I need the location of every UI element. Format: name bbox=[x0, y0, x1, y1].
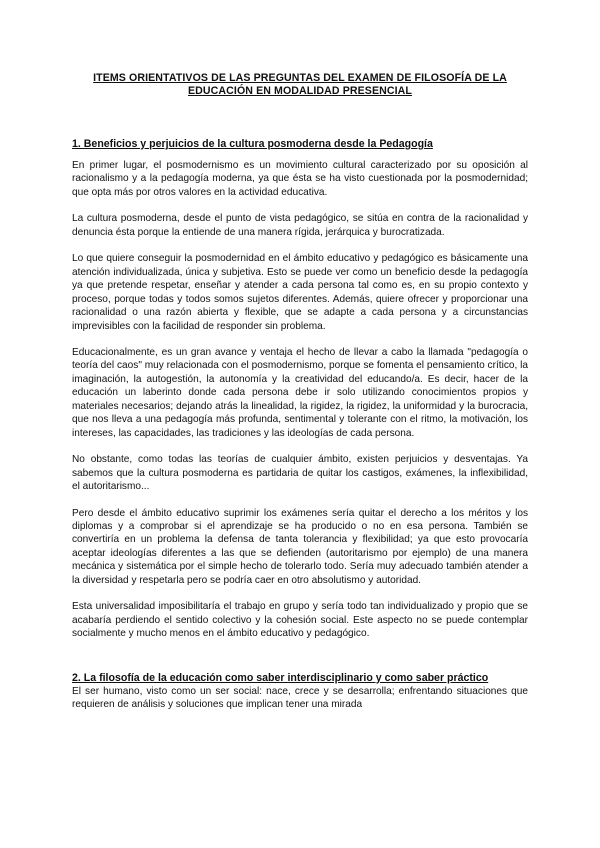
paragraph: Esta universalidad imposibilitaría el trabajo en grupo y sería todo tan individualizado y propio que se acabaría perdiendo el sentido colectivo y la cohesión social. Este aspecto no se puede contemplar socialmente y mucho menos en el ámbito educativo y pedagógico. bbox=[72, 601, 528, 640]
section-filosofia-educacion bbox=[72, 672, 528, 712]
section-beneficios-perjuicios bbox=[72, 138, 528, 641]
document-page bbox=[72, 72, 528, 725]
paragraph: En primer lugar, el posmodernismo es un movimiento cultural caracterizado por su oposición al racionalismo y a la pedagogía moderna, ya que ésta se ha visto cuestionada por la posmodernidad; que opta más por otros valores en la actividad educativa. bbox=[72, 160, 528, 198]
section-heading: 1. Beneficios y perjuicios de la cultura posmoderna desde la Pedagogía bbox=[72, 138, 433, 150]
section-heading: 2. La filosofía de la educación como saber interdisciplinario y como saber práctico bbox=[72, 671, 489, 684]
paragraph: Lo que quiere conseguir la posmodernidad en el ámbito educativo y pedagógico es básicamente una atención individualizada, única y subjetiva. Esto se puede ver como un beneficio desde la pedagogía ya que pretende respetar, enseñar y atender a cada persona tal como es, en su propio contexto y proceso, porque todas y todos somos sujetos diferentes. Además, quiere ofrecer y proporcionar una racionalidad o una razón abierta y flexible, que se adapte a cada persona y a circunstancias imprevisibles con la facilidad de responder sin problema. bbox=[72, 253, 528, 332]
paragraph: La cultura posmoderna, desde el punto de vista pedagógico, se sitúa en contra de la racionalidad y denuncia ésta porque la entiende de una manera rígida, jerárquica y burocratizada. bbox=[72, 213, 528, 238]
paragraph: Pero desde el ámbito educativo suprimir los exámenes sería quitar el derecho a los méritos y los diplomas y a comprobar si el aprendizaje se ha producido o no en esa persona. También se convertiría en un problema la defensa de tanta tolerancia y flexibilidad; ya que esto provocaría aceptar ideologías diferentes a las que se defienden (autoritarismo por ejemplo) de una manera mecánica y sistemática por el simple hecho de tolerarlo todo. Sería muy adecuado también atender a la diversidad y respetarla pero se podría caer en otro absolutismo y autoridad. bbox=[72, 507, 528, 586]
document-title: ITEMS ORIENTATIVOS DE LAS PREGUNTAS DEL EXAMEN DE FILOSOFÍA DE LA EDUCACIÓN EN MODALIDAD PRESENCIAL bbox=[93, 72, 507, 97]
paragraph: No obstante, como todas las teorías de cualquier ámbito, existen perjuicios y desventajas. Ya sabemos que la cultura posmoderna es partidaria de quitar los castigos, exámenes, la inflexibilidad, el autoritarismo... bbox=[72, 454, 528, 493]
paragraph: El ser humano, visto como un ser social: nace, crece y se desarrolla; enfrentando situaciones que requieren de análisis y soluciones que implican tener una mirada bbox=[72, 685, 528, 711]
paragraph: Educacionalmente, es un gran avance y ventaja el hecho de llevar a cabo la llamada "pedagogía o teoría del caos" muy relacionada con el posmodernismo, porque se fomenta el pensamiento crítico, la imaginación, la autogestión, la autonomía y la creatividad del educando/a. Es decir, hacer de la educación un laberinto donde cada persona debe ir solo utilizando conocimientos propios y materiales necesarios; dejando atrás la linealidad, la rigidez, la rigidez, la uniformidad y la burocracia, que nos lleva a una pedagogía más profunda, sentimental y tolerante con el ritmo, la motivación, los intereses, las capacidades, las tradiciones y las ideologías de cada persona. bbox=[72, 346, 528, 439]
